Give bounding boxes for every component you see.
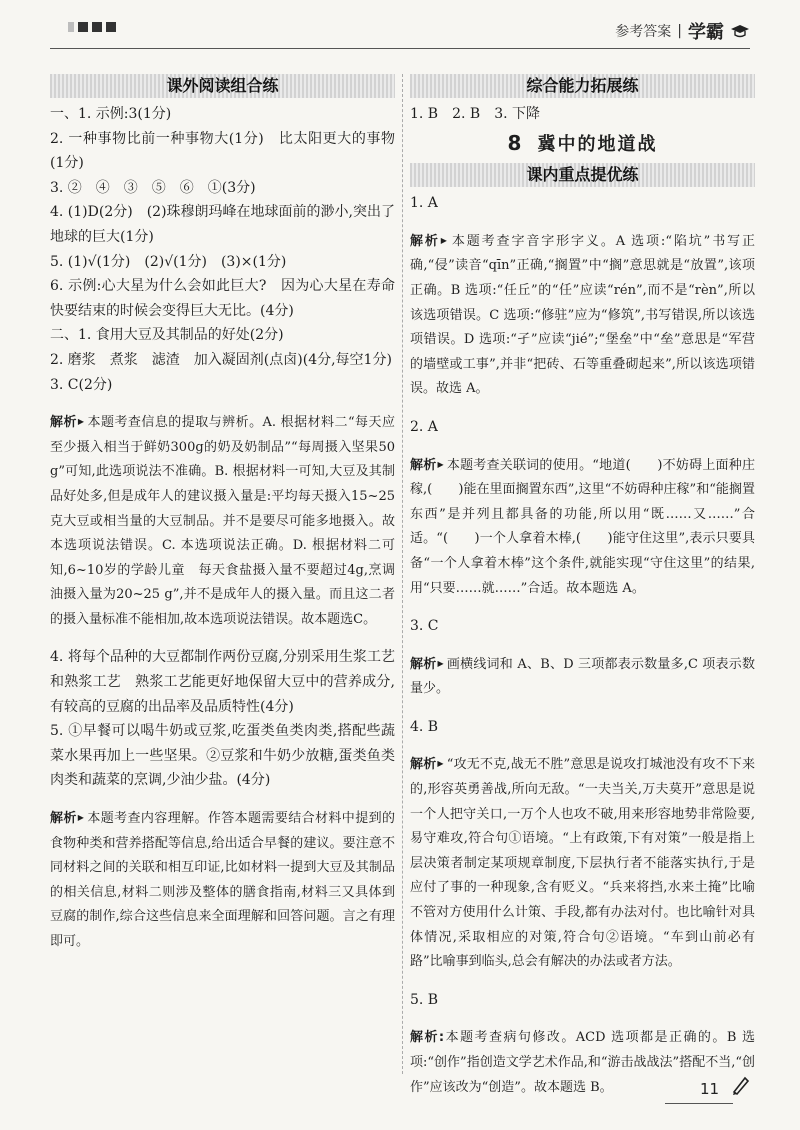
lesson-title: 冀中的地道战 <box>537 133 658 155</box>
header-decoration <box>68 22 116 32</box>
analysis-block <box>50 806 395 955</box>
page-number: 11 <box>700 1080 720 1098</box>
analysis-block <box>410 453 755 602</box>
analysis-text: 本题考查内容理解。作答本题需要结合材料中提到的食物种类和营养搭配等信息,给出适合早餐的建议。要注意不同材料之间的关联和相互印证,比如材料一提到大豆及其制品的相关信息,材料二则涉及整体的膳食指南,材料三又具体到豆腐的制作,综合这些信息来全面理解和回答问题。言之有理即可。 <box>50 811 395 949</box>
column-divider <box>402 74 403 1074</box>
analysis-text: 本题考查关联词的使用。“地道( )不妨碍上面种庄稼,( )能在里面搁置东西”,这里“不妨碍种庄稼”和“能搁置东西”是并列且都具备的功能,所以用“既……又……”合适。“( )一个人拿着木棒,( )能守住这里”,表示只要具备“一个人拿着木棒”这个条件,就能实现“守住这里”的结果,用“只要……就……”合适。故本题选 A。 <box>410 457 755 596</box>
analysis-block <box>410 752 755 974</box>
answer-item: 2. 一种事物比前一种事物大(1分) 比太阳更大的事物(1分) <box>50 130 395 172</box>
footer-rule <box>665 1103 733 1104</box>
left-column <box>50 74 395 968</box>
analysis-text: 本题考查病句修改。ACD 选项都是正确的。B 选项:“创作”指创造文学艺术作品,和“游击战战法”搭配不当,“创作”应该改为“创造”。故本题选 B。 <box>410 1030 756 1095</box>
analysis-block <box>410 652 755 702</box>
graduation-cap-icon <box>730 23 750 39</box>
answer-item: 1. A <box>410 195 438 212</box>
analysis-text: 本题考查字音字形字义。A 选项:“陷坑”书写正确,“侵”读音“qīn”正确,“搁置”中“搁”意思就是“放置”,该项正确。B 选项:“任丘”的“任”应读“rén”,而不是“rèn”,所以该选项错误。C 选项:“修驻”应为“修筑”,书写错误,所以该选项错误。D 选项:“孑”应读“jié”;“堡垒”中“垒”意思是“军营的墙壁或工事”,并非“把砖、石等重叠砌起来”,所以该选项错误。故选 A。 <box>410 233 755 397</box>
analysis-label: 解析 ▶ <box>50 811 87 826</box>
right-column <box>410 74 755 1113</box>
answer-item: 3. ② ④ ③ ⑤ ⑥ ①(3分) <box>50 179 256 196</box>
brand-logo: 学霸 <box>688 22 724 43</box>
analysis-label: 解析: <box>410 1030 445 1046</box>
answer-item: 二、1. 食用大豆及其制品的好处(2分) <box>50 327 284 344</box>
answer-item: 6. 示例:心大星为什么会如此巨大? 因为心大星在寿命快要结束的时候会变得巨大无比。(4分) <box>50 278 395 319</box>
section-title-extracurricular: 课外阅读组合练 <box>50 74 395 98</box>
section-title-comprehensive: 综合能力拓展练 <box>410 74 755 98</box>
analysis-label: 解析 ▶ <box>410 234 452 249</box>
analysis-label: 解析 ▶ <box>410 458 447 473</box>
lesson-heading <box>410 131 755 158</box>
answer-item: 1. B 2. B 3. 下降 <box>410 106 540 122</box>
analysis-text: 本题考查信息的提取与辨析。A. 根据材料二“每天应至少摄入相当于鲜奶300g的奶及奶制品”“每周摄入坚果50 g”可知,此选项说法不准确。B. 根据材料一可知,大豆及其制品好处多,但是成年人的建议摄入量是:平均每天摄入15~25克大豆或相当量的大豆制品。并不是要尽可能多地摄入。故本选项说法错误。C. 本选项说法正确。D. 根据材料二可知,6~10岁的学龄儿童 每天食盐摄入量不要超过4g,烹调油摄入量为20~25 g”,并不是成年人的摄入量。而且这二者的摄入量标准不能相加,故本选项说法错误。故本题选C。 <box>50 415 395 627</box>
answer-item: 2. A <box>410 418 438 435</box>
analysis-block <box>50 410 395 632</box>
answer-item: 3. C <box>410 618 439 635</box>
answer-item: 5. ①早餐可以喝牛奶或豆浆,吃蛋类鱼类肉类,搭配些蔬菜水果再加上一些坚果。②豆浆和牛奶少放糖,蛋类鱼类肉类和蔬菜的烹调,少油少盐。(4分) <box>50 723 395 789</box>
answer-item: 一、1. 示例:3(1分) <box>50 106 172 122</box>
page-header <box>615 18 750 44</box>
answer-item: 5. B <box>410 991 439 1008</box>
answer-item: 4. 将每个品种的大豆都制作两份豆腐,分别采用生浆工艺和熟浆工艺 熟浆工艺能更好地保留大豆中的营养成分,有较高的豆腐的出品率及品质特性(4分) <box>50 649 395 715</box>
analysis-label: 解析 ▶ <box>410 757 447 772</box>
analysis-label: 解析 ▶ <box>50 415 88 430</box>
answer-item: 5. (1)√(1分) (2)√(1分) (3)×(1分) <box>50 253 287 270</box>
header-separator: | <box>677 23 682 39</box>
analysis-text: 画横线词和 A、B、D 三项都表示数量多,C 项表示数量少。 <box>410 656 755 697</box>
analysis-text: “攻无不克,战无不胜”意思是说攻打城池没有攻不下来的,形容英勇善战,所向无敌。“一夫当关,万夫莫开”意思是说一个人把守关口,一万个人也攻不破,用来形容地势非常险要,易守难攻,符合句①语境。“上有政策,下有对策”一般是指上层决策者制定某项规章制度,下层执行者不能落实执行,于是应付了事的一种现象,含有贬义。“兵来将挡,水来土掩”比喻不管对方使用什么计策、手段,都有办法对付。也比喻针对具体情况,采取相应的对策,符合句②语境。“车到山前必有路”比喻事到临头,总会有解决的办法或者方法。 <box>410 757 755 970</box>
analysis-label: 解析 ▶ <box>410 657 447 672</box>
answer-item: 3. C(2分) <box>50 376 113 393</box>
header-rule <box>50 48 750 49</box>
lesson-number: 8 <box>507 130 524 155</box>
answer-item: 4. (1)D(2分) (2)珠穆朗玛峰在地球面前的渺小,突出了地球的巨大(1分) <box>50 204 395 245</box>
answer-item: 4. B <box>410 718 439 735</box>
analysis-block <box>410 229 755 402</box>
pencil-icon <box>730 1074 750 1096</box>
section-title-key-practice: 课内重点提优练 <box>410 163 755 187</box>
answer-key-label: 参考答案 <box>615 24 672 40</box>
answer-item: 2. 磨浆 煮浆 滤渣 加入凝固剂(点卤)(4分,每空1分) <box>50 351 392 368</box>
